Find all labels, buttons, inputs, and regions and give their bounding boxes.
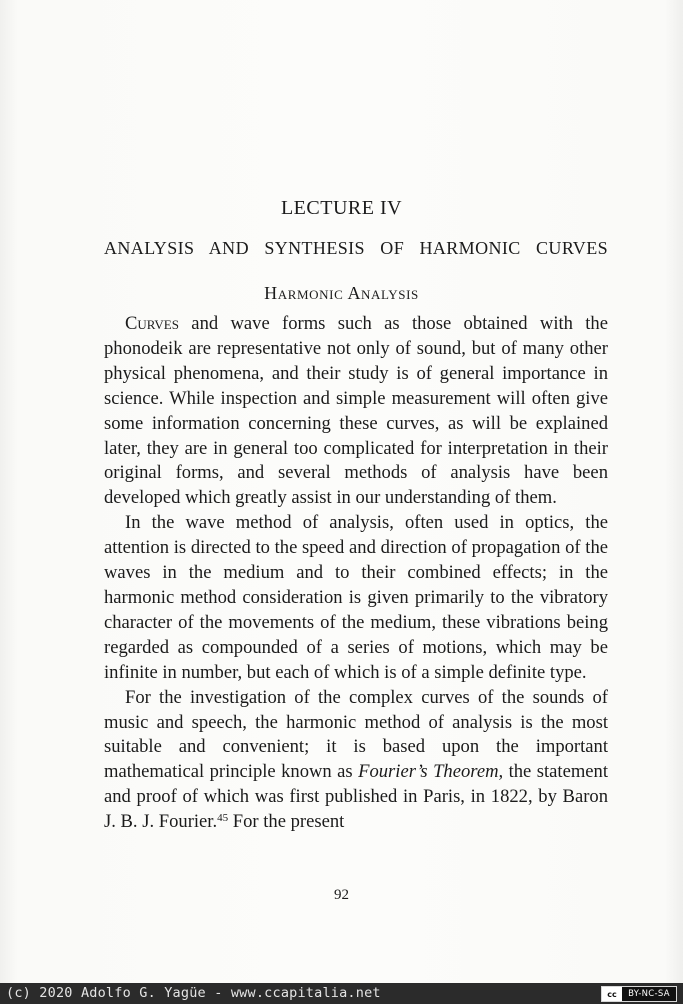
section-title: Harmonic Analysis <box>264 283 419 303</box>
paragraph-2 <box>104 511 608 685</box>
copyright-credit: (c) 2020 Adolfo G. Yagüe - www.ccapitalia.net <box>6 985 381 1001</box>
footnote-marker: 45 <box>217 812 229 825</box>
copyright-footer <box>0 983 683 1004</box>
paragraph-lead-word: Curves <box>125 313 179 334</box>
fourier-theorem-emphasis: Fourier’s Theorem, <box>358 761 504 783</box>
page-number: 92 <box>334 887 349 903</box>
paragraph-1 <box>104 312 608 511</box>
license-terms: BY-NC-SA <box>628 989 670 999</box>
cc-license-badge-icon <box>601 986 677 1002</box>
body-text <box>104 312 608 835</box>
paragraph-3-text-middle: the statement and proof of which was first published in Paris, in 1822, by Baron J. B. J. Fourier. <box>104 761 608 833</box>
cc-label: cc <box>602 987 622 1001</box>
paragraph-3 <box>104 686 608 835</box>
paragraph-3-text-before: For the investigation of the complex curves of the sounds of music and speech, the harmonic method of analysis is the most suitable and convenient; it is based upon the important mathematical principle known as <box>104 686 608 783</box>
chapter-title: ANALYSIS AND SYNTHESIS OF HARMONIC CURVES <box>104 238 608 258</box>
paragraph-3-text-after: For the present <box>228 811 345 833</box>
paragraph-1-text: and wave forms such as those obtained with the phonodeik are representative not only of sound, but of many other physical phenomena, and their study is of general importance in science. While inspection and simple measurement will often give some information concerning these curves, as will be explained later, they are in general too complicated for interpretation in their original forms, and several methods of analysis have been developed which greatly assist in our understanding of them. <box>104 313 608 509</box>
paragraph-2-text: In the wave method of analysis, often used in optics, the attention is directed to the speed and direction of propagation of the waves in the medium and to their combined effects; in the harmonic method consideration is given primarily to the vibratory character of the movements of the medium, these vibrations being regarded as compounded of a series of motions, which may be infinite in number, but each of which is of a simple definite type. <box>104 512 608 683</box>
lecture-heading: LECTURE IV <box>280 197 403 219</box>
